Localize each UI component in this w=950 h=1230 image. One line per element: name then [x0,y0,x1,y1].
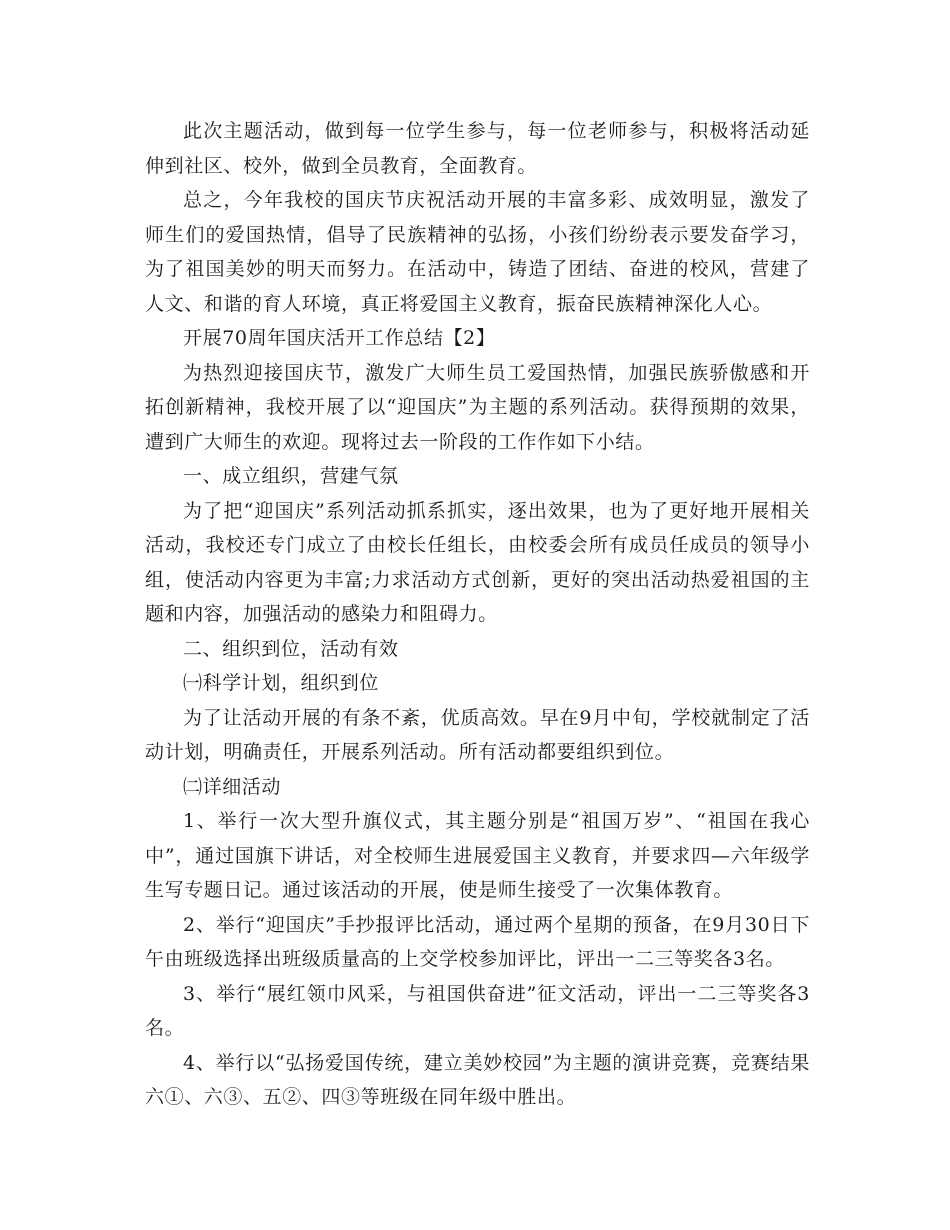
heading-organization-effective: 二、组织到位，活动有效 [183,637,399,660]
subheading-detailed-activities: ㈡详细活动 [183,775,282,798]
section-title-summary-2: 开展70周年国庆活开工作总结【2】 [183,327,496,349]
paragraph-organization: 为了把“迎国庆”系列活动抓系抓实，逐出效果，也为了更好地开展相关活动，我校还专门成立了由校长任组长，由校委会所有成员任成员的领导小组，使活动内容更为丰富;力求活动方式创新，更好的突出活动热爱祖国的主题和内容，加强活动的感染力和阻碍力。 [145,499,810,625]
list-item-handwritten-newspaper: 2、举行“迎国庆”手抄报评比活动，通过两个星期的预备，在9月30日下午由班级选择出班级质量高的上交学校参加评比，评出一二三等奖各3名。 [145,913,810,970]
paragraph-conclusion: 总之，今年我校的国庆节庆祝活动开展的丰富多彩、成效明显，激发了师生们的爱国热情，倡导了民族精神的弘扬，小孩们纷纷表示要发奋学习，为了祖国美妙的明天而努力。在活动中，铸造了团结、奋进的校风，营建了人文、和谐的育人环境，真正将爱国主义教育，振奋民族精神深化人心。 [145,189,810,315]
list-item-flag-ceremony: 1、举行一次大型升旗仪式，其主题分别是“祖国万岁”、“祖国在我心中”，通过国旗下讲话，对全校师生进展爱国主义教育，并要求四—六年级学生写专题日记。通过该活动的开展，使是师生接受了一次集体教育。 [145,810,810,901]
paragraph-intro-scope: 此次主题活动，做到每一位学生参与，每一位老师参与，积极将活动延伸到社区、校外，做到全员教育，全面教育。 [145,120,810,177]
subheading-scientific-plan: ㈠科学计划，组织到位 [183,672,380,694]
heading-establish-organization: 一、成立组织，营建气氛 [183,465,399,487]
document-body [145,114,810,1115]
list-item-speech-contest: 4、举行以“弘扬爱国传统，建立美妙校园”为主题的演讲竞赛，竞赛结果六①、六③、五②、四③等班级在同年级中胜出。 [145,1051,810,1108]
paragraph-plan: 为了让活动开展的有条不紊，优质高效。早在9月中旬，学校就制定了活动计划，明确责任，开展系列活动。所有活动都要组织到位。 [145,706,810,763]
paragraph-overview: 为热烈迎接国庆节，激发广大师生员工爱国热情，加强民族骄傲感和开拓创新精神，我校开展了以“迎国庆”为主题的系列活动。获得预期的效果，遭到广大师生的欢迎。现将过去一阶段的工作作如下小结。 [145,361,810,453]
list-item-essay-contest: 3、举行“展红领巾风采，与祖国供奋进”征文活动，评出一二三等奖各3名。 [145,982,810,1039]
